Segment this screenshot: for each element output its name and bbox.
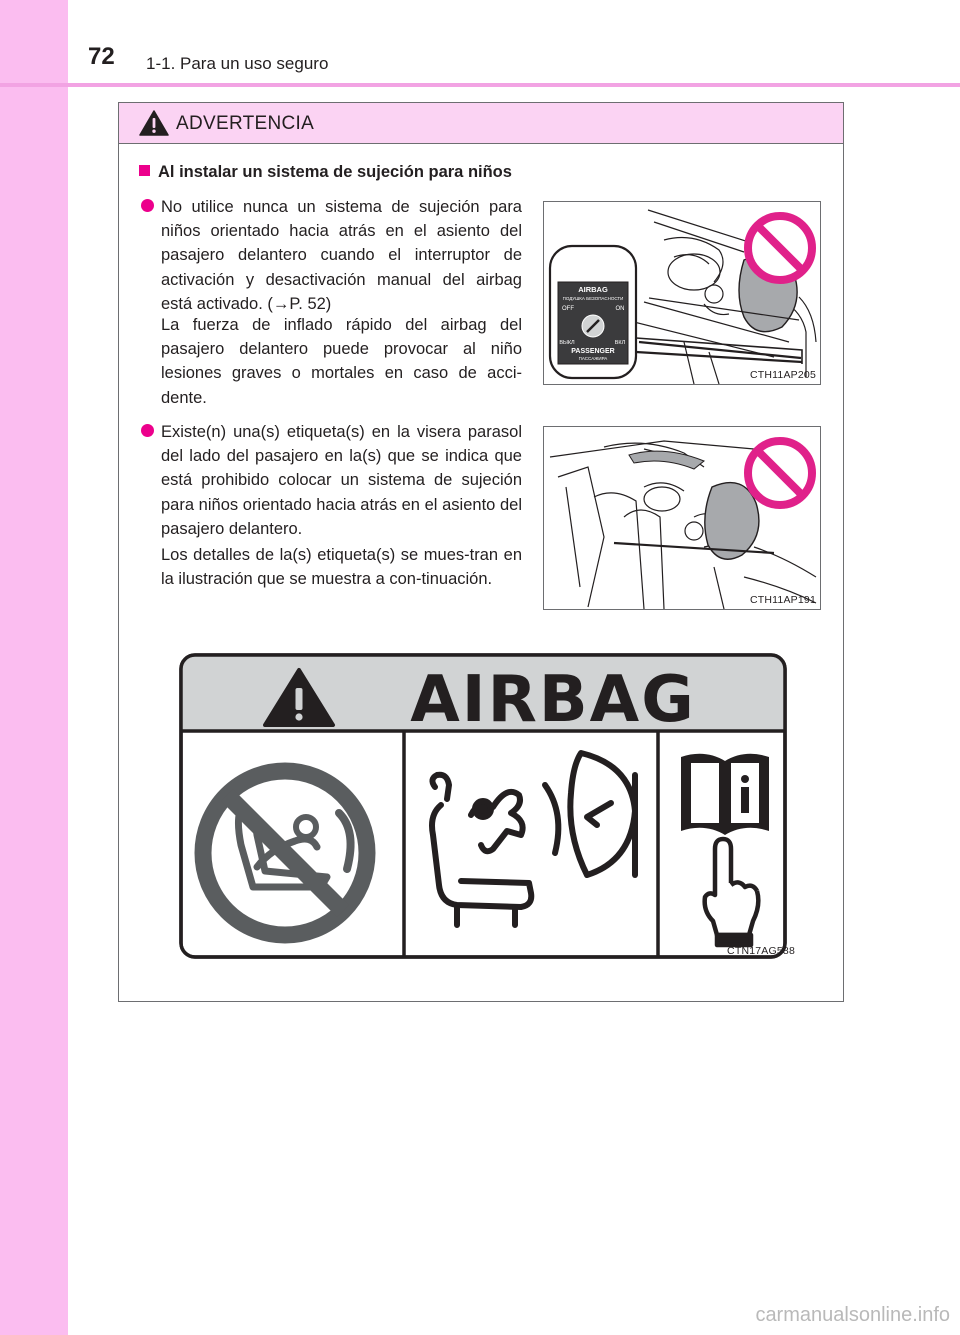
label-code: CTN17AG588 bbox=[727, 945, 795, 957]
bullet1-continuation: La fuerza de inflado rápido del airbag del pasajero delantero puede provocar al niño lesiones graves o mortales en caso de acci-dente. bbox=[161, 316, 522, 407]
bullet2-text: Existe(n) una(s) etiqueta(s) en la visera parasol del lado del pasajero en la(s) que se indica que está prohibido colocar un sistema de sujeción para niños orientado hacia atrás en el asiento del pasajero delantero. bbox=[161, 423, 522, 538]
image2-code: CTH11AP191 bbox=[749, 594, 816, 606]
switch-subtitle-text: ПОДУШКА БЕЗОПАСНОСТИ bbox=[562, 296, 624, 301]
square-bullet-icon bbox=[139, 165, 150, 176]
warning-box bbox=[118, 102, 844, 1002]
switch-airbag-text: AIRBAG bbox=[578, 285, 608, 294]
bullet-dot-icon bbox=[141, 199, 154, 212]
bullet2-continuation: Los detalles de la(s) etiqueta(s) se mues-tran en la ilustración que se muestra a con-tinuación. bbox=[161, 546, 522, 589]
page-number: 72 bbox=[88, 43, 115, 70]
airbag-switch-illustration bbox=[543, 201, 821, 385]
read-manual-icon bbox=[681, 754, 769, 835]
dashboard-airbag-drawing bbox=[544, 202, 820, 384]
warning-triangle-icon bbox=[139, 110, 169, 136]
label-airbag-title: AIRBAG bbox=[410, 663, 696, 737]
warning-header bbox=[119, 103, 843, 144]
sun-visor-illustration bbox=[543, 426, 821, 610]
warning-title: ADVERTENCIA bbox=[176, 113, 315, 134]
airbag-warning-label-illustration bbox=[161, 635, 823, 979]
header-rule bbox=[0, 83, 960, 87]
switch-passenger-text: PASSENGER bbox=[571, 348, 615, 355]
subheading-text: Al instalar un sistema de sujeción para niños bbox=[158, 163, 512, 181]
prohibited-child-seat-icon bbox=[203, 771, 367, 935]
bullet1-text: No utilice nunca un sistema de sujeción para niños orientado hacia atrás en el asiento del pasajero delantero cuando el interruptor de activación y desactivación manual del airbag está activado. (→P. 52) bbox=[161, 198, 522, 313]
bullet-dot-icon bbox=[141, 424, 154, 437]
switch-vykl-text: ВЫКЛ bbox=[559, 340, 575, 346]
left-margin-band bbox=[0, 0, 68, 1335]
watermark-text: carmanualsonline.info bbox=[755, 1304, 950, 1326]
image1-code: CTH11AP205 bbox=[749, 369, 816, 381]
warning-subheading bbox=[139, 161, 512, 183]
cabin-airbag-drawing bbox=[544, 427, 820, 609]
airbag-label-drawing bbox=[161, 635, 823, 979]
switch-off-text: OFF bbox=[562, 306, 574, 312]
switch-vkl-text: ВКЛ bbox=[614, 340, 626, 346]
section-title: 1-1. Para un uso seguro bbox=[146, 54, 329, 73]
switch-passenger-ru-text: ПАССАЖИРА bbox=[578, 356, 608, 361]
switch-on-text: ON bbox=[615, 306, 625, 312]
